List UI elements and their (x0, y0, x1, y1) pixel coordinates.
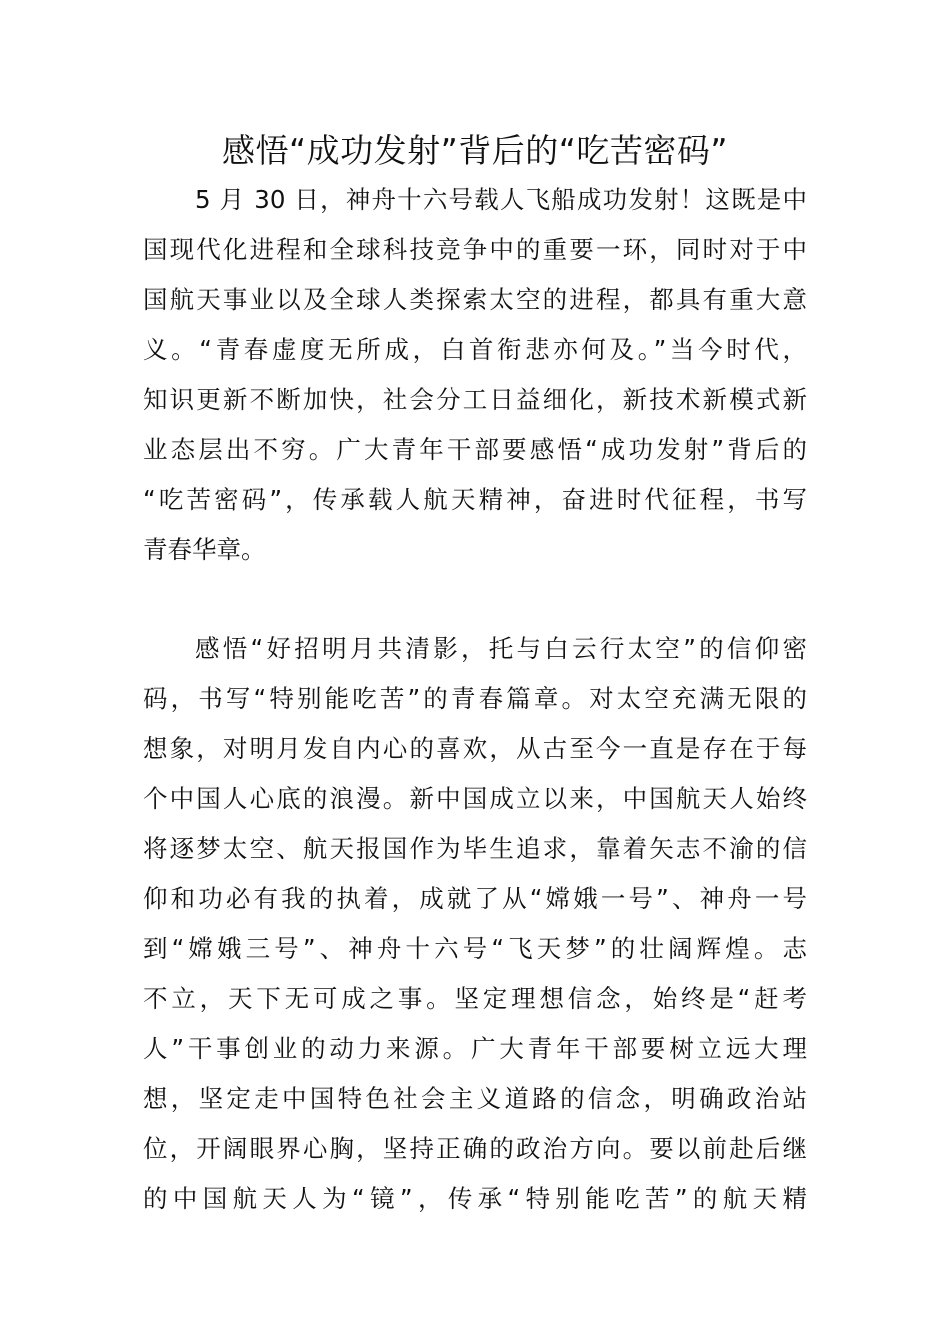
text-line: 知识更新不断加快，社会分工日益细化，新技术新模式新 (143, 385, 807, 414)
text-line: 位，开阔眼界心胸，坚持正确的政治方向。要以前赴后继 (143, 1134, 807, 1163)
text-line: 码，书写“特别能吃苦”的青春篇章。对太空充满无限的 (143, 684, 807, 713)
text-line: 想，坚定走中国特色社会主义道路的信念，明确政治站 (143, 1084, 807, 1113)
text-line: 青春华章。 (143, 535, 266, 564)
text-line: 将逐梦太空、航天报国作为毕生追求，靠着矢志不渝的信 (143, 834, 807, 863)
text-line: 想象，对明月发自内心的喜欢，从古至今一直是存在于每 (143, 734, 807, 763)
text-line: 义。“青春虚度无所成，白首衔悲亦何及。”当今时代， (143, 335, 807, 364)
text-line: 到“嫦娥三号”、神舟十六号“飞天梦”的壮阔辉煌。志 (143, 934, 807, 963)
text-line: 个中国人心底的浪漫。新中国成立以来，中国航天人始终 (143, 784, 807, 813)
text-line: 的中国航天人为“镜”，传承“特别能吃苦”的航天精 (143, 1184, 807, 1213)
text-line: 5 月 30 日，神舟十六号载人飞船成功发射！这既是中 (195, 185, 807, 214)
document-title: 感悟“成功发射”背后的“吃苦密码” (222, 131, 728, 170)
paragraph-intro (143, 175, 807, 575)
text-line: 仰和功必有我的执着，成就了从“嫦娥一号”、神舟一号 (143, 884, 807, 913)
text-line: 业态层出不穷。广大青年干部要感悟“成功发射”背后的 (143, 435, 807, 464)
text-line: 国现代化进程和全球科技竞争中的重要一环，同时对于中 (143, 235, 807, 264)
text-line: “吃苦密码”，传承载人航天精神，奋进时代征程，书写 (143, 485, 807, 514)
text-line: 国航天事业以及全球人类探索太空的进程，都具有重大意 (143, 285, 807, 314)
text-line: 感悟“好招明月共清影，托与白云行太空”的信仰密 (195, 634, 807, 663)
text-line: 人”干事创业的动力来源。广大青年干部要树立远大理 (143, 1034, 807, 1063)
paragraph-belief (143, 624, 807, 1224)
text-line: 不立，天下无可成之事。坚定理想信念，始终是“赶考 (143, 984, 807, 1013)
